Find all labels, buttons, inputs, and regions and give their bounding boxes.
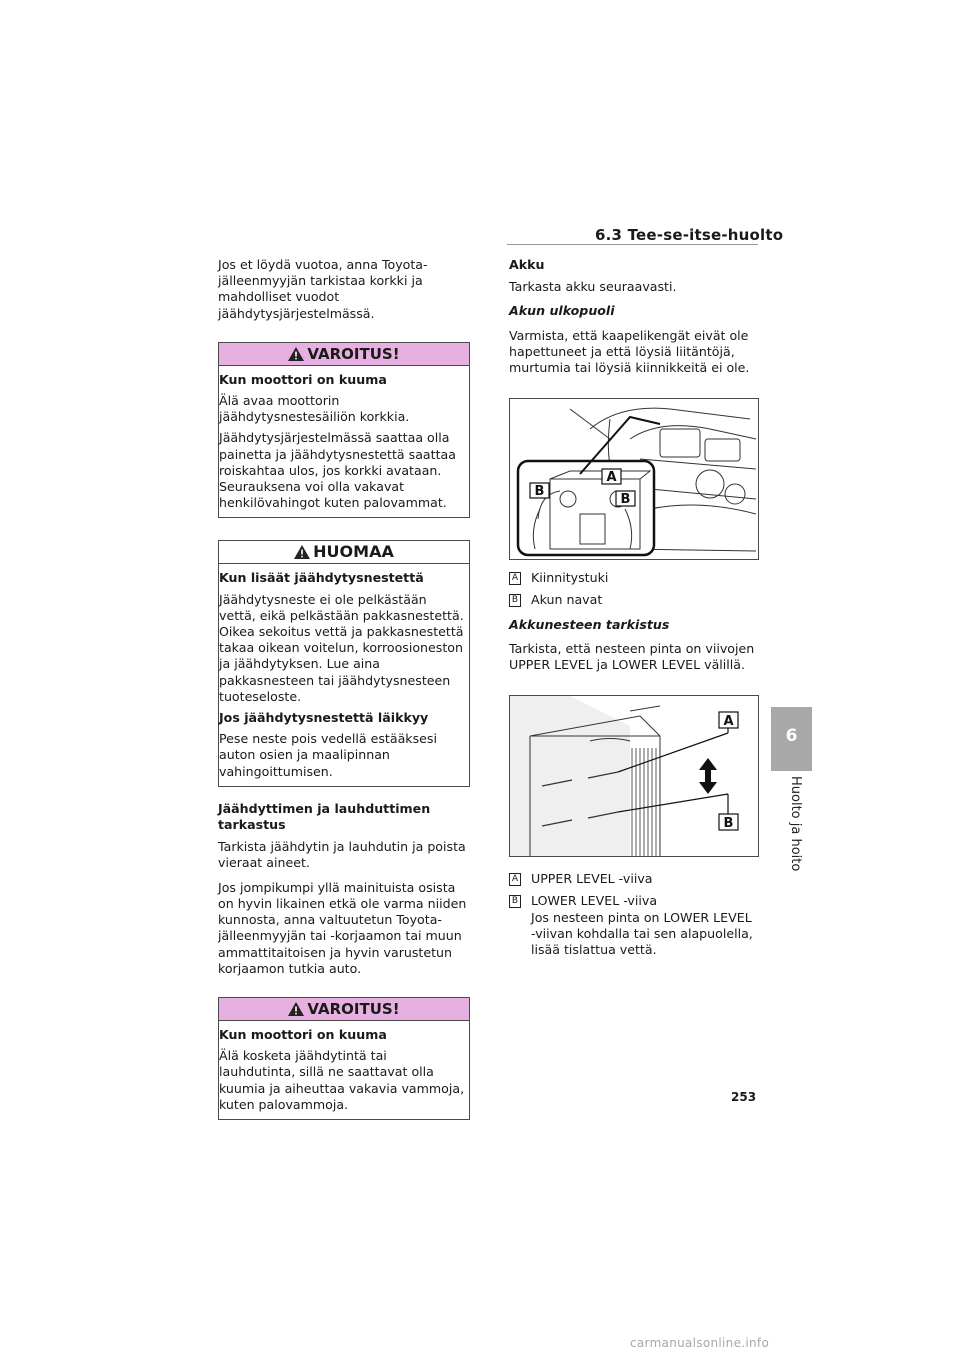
battery-outside-heading: Akun ulkopuoli: [509, 303, 615, 319]
intro-paragraph: Jos et löydä vuotoa, anna Toyota-jälleenmyyjän tarkistaa korkki ja mahdolliset vuodot jäähdytysjärjestelmässä.: [218, 257, 428, 321]
battery-outside-text: Varmista, että kaapelikengät eivät ole hapettuneet ja että löysiä liitäntöjä, murtumia tai löysiä kiinnikkeitä ei ole.: [509, 327, 750, 376]
battery-intro: Tarkasta akku seuraavasti.: [509, 279, 677, 295]
legend-item: [509, 871, 759, 887]
legend-key: B: [509, 895, 521, 908]
right-column: [509, 257, 759, 964]
engine-bay-illustration: [510, 399, 758, 559]
warning-header-2: [219, 998, 469, 1021]
notice-text-1: Jäähdytysneste ei ole pelkästään vettä, eikä pelkästään pakkasnestettä. Oikea sekoitus vettä ja pakkasnestettä takaa oikean voitelun, korroosioneston ja jäähdytyksen. Lue aina pakkasnesteen tai jäähdytysnesteen tuoteseloste.: [219, 591, 464, 704]
warning-label: VAROITUS!: [307, 344, 400, 363]
fluid-text: Tarkista, että nesteen pinta on viivojen UPPER LEVEL ja LOWER LEVEL välillä.: [509, 640, 755, 673]
warning-text-1: Älä avaa moottorin jäähdytysnestesäiliön korkkia.: [219, 393, 410, 425]
fluid-level-figure: [509, 695, 759, 857]
legend-item: [509, 570, 759, 586]
legend-key: A: [509, 873, 521, 886]
battery-terminals-figure: [509, 398, 759, 560]
figure1-label-b-right: B: [620, 492, 631, 508]
notice-text-2: Pese neste pois vedellä estääksesi auton osien ja maalipinnan vahingoittumisen.: [219, 731, 437, 779]
warning-subhead: Kun moottori on kuuma: [219, 371, 387, 387]
notice-subhead-2: Jos jäähdytysnestettä läikkyy: [219, 710, 429, 726]
chapter-number: 6: [785, 726, 798, 746]
warning-triangle-icon: [288, 347, 304, 361]
radiator-dirty-text: Jos jompikumpi yllä mainituista osista on hyvin likainen etkä ole varma niiden kunnosta, anna valtuutetun Toyota-jälleenmyyjän tai -korjaamon tai muun ammattitaitoisen ja hyvin varustetun korjaamon tutkia auto.: [218, 879, 467, 976]
radiator-heading: Jäähdyttimen ja lauhduttimen tarkastus: [218, 800, 431, 833]
notice-label: HUOMAA: [313, 542, 394, 562]
figure2-label-a: A: [723, 714, 734, 730]
warning-triangle-icon: [288, 1002, 304, 1016]
legend-item: [509, 893, 759, 958]
legend-item: [509, 592, 759, 608]
figure1-label-a: A: [606, 470, 617, 486]
notice-triangle-icon: [294, 545, 310, 559]
section-title: 6.3 Tee-se-itse-huolto: [595, 226, 784, 244]
fluid-heading: Akkunesteen tarkistus: [509, 616, 670, 632]
notice-header: [219, 541, 469, 564]
notice-subhead-1: Kun lisäät jäähdytysnestettä: [219, 570, 424, 586]
figure1-label-b-left: B: [534, 484, 545, 500]
legend-figure-2: [509, 871, 759, 958]
legend-key: A: [509, 572, 521, 585]
legend-text: Kiinnitystuki: [531, 570, 609, 586]
battery-heading: Akku: [509, 257, 545, 272]
notice-content: [219, 564, 469, 785]
warning-text-2: Jäähdytysjärjestelmässä saattaa olla painetta ja jäähdytysnestettä saattaa roiskahtaa ulos, jos korkki avataan. Seurauksena voi olla vakavat henkilövahingot kuten palovammat.: [219, 430, 456, 511]
legend-key: B: [509, 594, 521, 607]
page-number: 253: [731, 1090, 757, 1104]
battery-side-illustration: [510, 696, 758, 856]
warning-text-3: Älä kosketa jäähdytintä tai lauhdutinta, sillä ne saattavat olla kuumia ja aiheuttaa vakavia vammoja, kuten palovammoja.: [219, 1048, 465, 1112]
header-divider: [507, 244, 758, 245]
legend-text: Akun navat: [531, 592, 603, 608]
watermark: carmanualsonline.info: [630, 1336, 770, 1350]
radiator-check-text: Tarkista jäähdytin ja lauhdutin ja poista vieraat aineet.: [218, 839, 466, 871]
left-column: [218, 257, 470, 1134]
warning-box-2: [218, 997, 470, 1120]
warning-subhead-2: Kun moottori on kuuma: [219, 1026, 387, 1042]
legend-figure-1: [509, 570, 759, 608]
warning-header: [219, 343, 469, 366]
legend-extra-text: Jos nesteen pinta on LOWER LEVEL -viivan kohdalla tai sen alapuolella, lisää tislattua vettä.: [531, 909, 753, 958]
warning-label-2: VAROITUS!: [307, 999, 400, 1018]
legend-text: UPPER LEVEL -viiva: [531, 871, 653, 887]
warning-content-2: [219, 1021, 469, 1119]
figure2-label-b: B: [723, 816, 734, 832]
legend-text: LOWER LEVEL -viiva: [531, 893, 658, 909]
chapter-label: Huolto ja hoito: [788, 776, 803, 872]
notice-box: [218, 540, 470, 786]
warning-box-1: [218, 342, 470, 519]
warning-content: [219, 366, 469, 518]
